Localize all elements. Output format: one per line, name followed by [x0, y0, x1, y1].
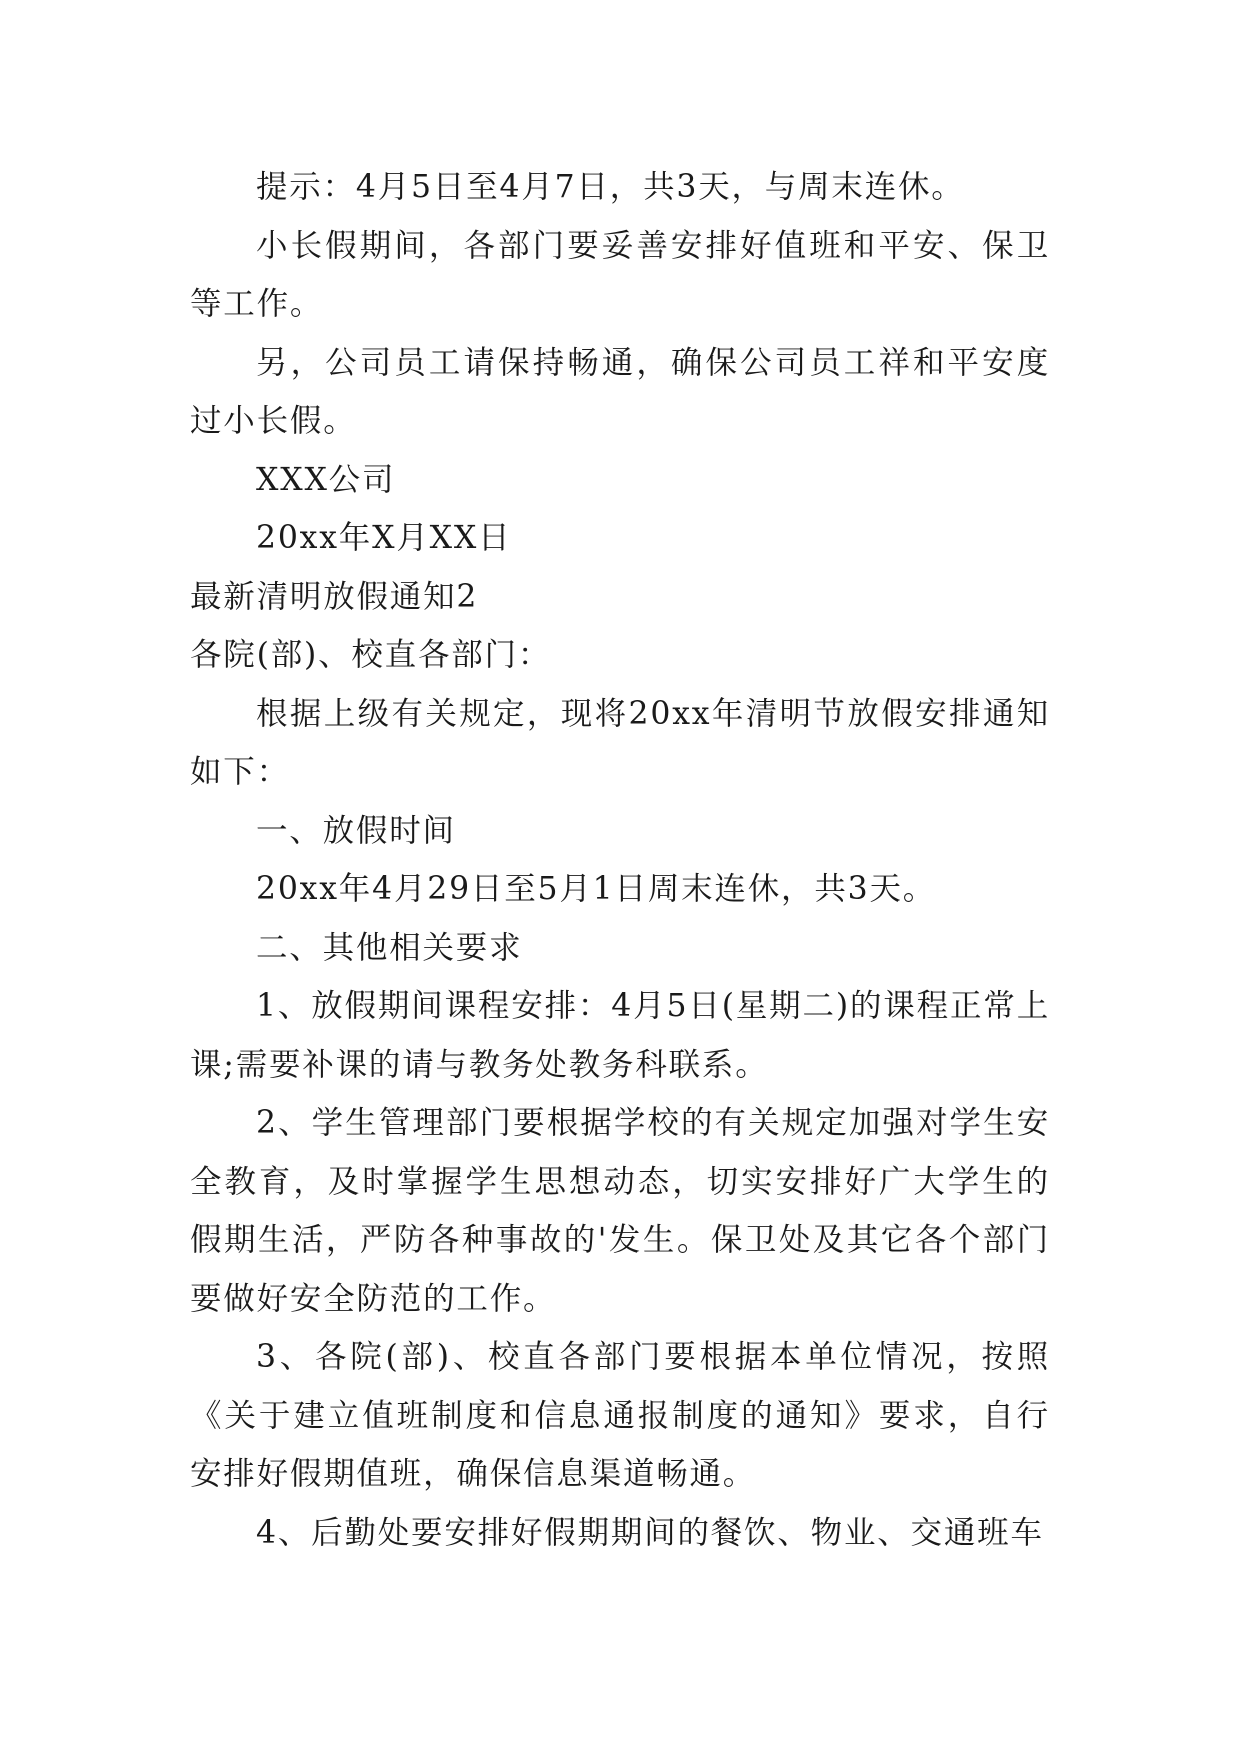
document-body	[190, 158, 1050, 1562]
signature-date: 20xx年X月XX日	[256, 520, 512, 556]
paragraph-holiday-dates: 20xx年4月29日至5月1日周末连休，共3天。	[256, 871, 937, 907]
paragraph-staff-contact: 另，公司员工请保持畅通，确保公司员工祥和平安度过小长假。	[190, 344, 1050, 439]
requirement-item-1: 1、放假期间课程安排：4月5日(星期二)的课程正常上课;需要补课的请与教务处教务科联系。	[190, 988, 1050, 1083]
paragraph-holiday-hint: 提示：4月5日至4月7日，共3天，与周末连休。	[256, 169, 965, 205]
requirement-item-3: 3、各院(部)、校直各部门要根据本单位情况，按照《关于建立值班制度和信息通报制度的通知》要求，自行安排好假期值班，确保信息渠道畅通。	[190, 1339, 1050, 1492]
section-heading-holiday-time: 一、放假时间	[256, 812, 456, 849]
paragraph-intro: 根据上级有关规定，现将20xx年清明节放假安排通知如下：	[190, 695, 1050, 790]
paragraph-duty-arrangement: 小长假期间，各部门要妥善安排好值班和平安、保卫等工作。	[190, 227, 1050, 322]
notice-addressee: 各院(部)、校直各部门：	[190, 637, 552, 673]
requirement-item-2: 2、学生管理部门要根据学校的有关规定加强对学生安全教育，及时掌握学生思想动态，切实安排好广大学生的假期生活，严防各种事故的'发生。保卫处及其它各个部门要做好安全防范的工作。	[190, 1105, 1050, 1317]
section-heading-other-requirements: 二、其他相关要求	[256, 929, 523, 966]
requirement-item-4: 4、后勤处要安排好假期期间的餐饮、物业、交通班车	[256, 1514, 1044, 1551]
signature-company: XXX公司	[256, 461, 396, 498]
notice-title: 最新清明放假通知2	[190, 578, 479, 615]
